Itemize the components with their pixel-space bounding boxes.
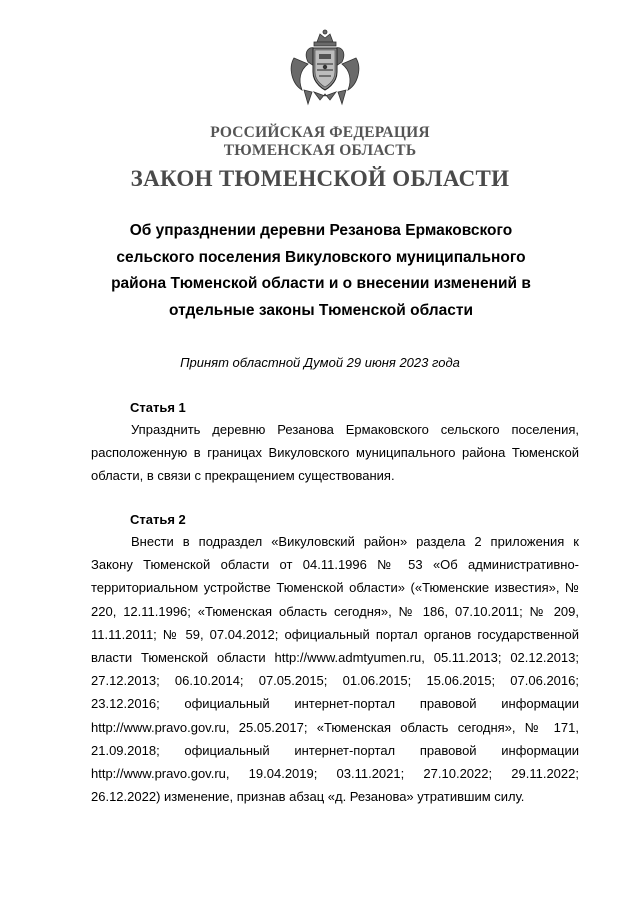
document-type-header: ЗАКОН ТЮМЕНСКОЙ ОБЛАСТИ <box>130 166 510 191</box>
article-1-text: Упразднить деревню Резанова Ермаковского сельского поселения, расположенную в границах Викуловского муниципального района Тюменской области, в связи с прекращением существования. <box>91 422 579 484</box>
region-header: ТЮМЕНСКАЯ ОБЛАСТЬ <box>223 142 417 159</box>
coat-of-arms-icon <box>284 28 366 110</box>
article-2-text: Внести в подраздел «Викуловский район» раздела 2 приложения к Закону Тюменской области от 04.11.1996 № 53 «Об административно-территориальном устройстве Тюменской области» («Тюменские известия», № 220, 12.11.1996; «Тюменская область сегодня», № 186, 07.10.2011; № 209, 11.11.2011; № 59, 07.04.2012; официальный портал органов государственной власти Тюменской области http://www.admtyumen.ru, 05.11.2013; 02.12.2013; 27.12.2013; 06.10.2014; 07.05.2015; 01.06.2015; 15.06.2015; 07.06.2016; 23.12.2016; официальный интернет-портал правовой информации http://www.pravo.gov.ru, 25.05.2017; «Тюменская область сегодня», № 171, 21.09.2018; официальный интернет-портал правовой информации http://www.pravo.gov.ru, 19.04.2019; 03.11.2021; 27.10.2022; 29.11.2022; 26.12.2022) изменение, признав абзац «д. Резанова» утратившим силу. <box>91 534 579 805</box>
law-title: Об упразднении деревни Резанова Ермаковского сельского поселения Викуловского муниципального района Тюменской области и о внесении изменений в отдельные законы Тюменской области <box>111 222 531 319</box>
article-1-heading: Статья 1 <box>130 400 186 415</box>
article-2-heading: Статья 2 <box>130 512 186 527</box>
country-header: РОССИЙСКАЯ ФЕДЕРАЦИЯ <box>210 124 430 141</box>
adoption-note: Принят областной Думой 29 июня 2023 года <box>180 355 460 370</box>
